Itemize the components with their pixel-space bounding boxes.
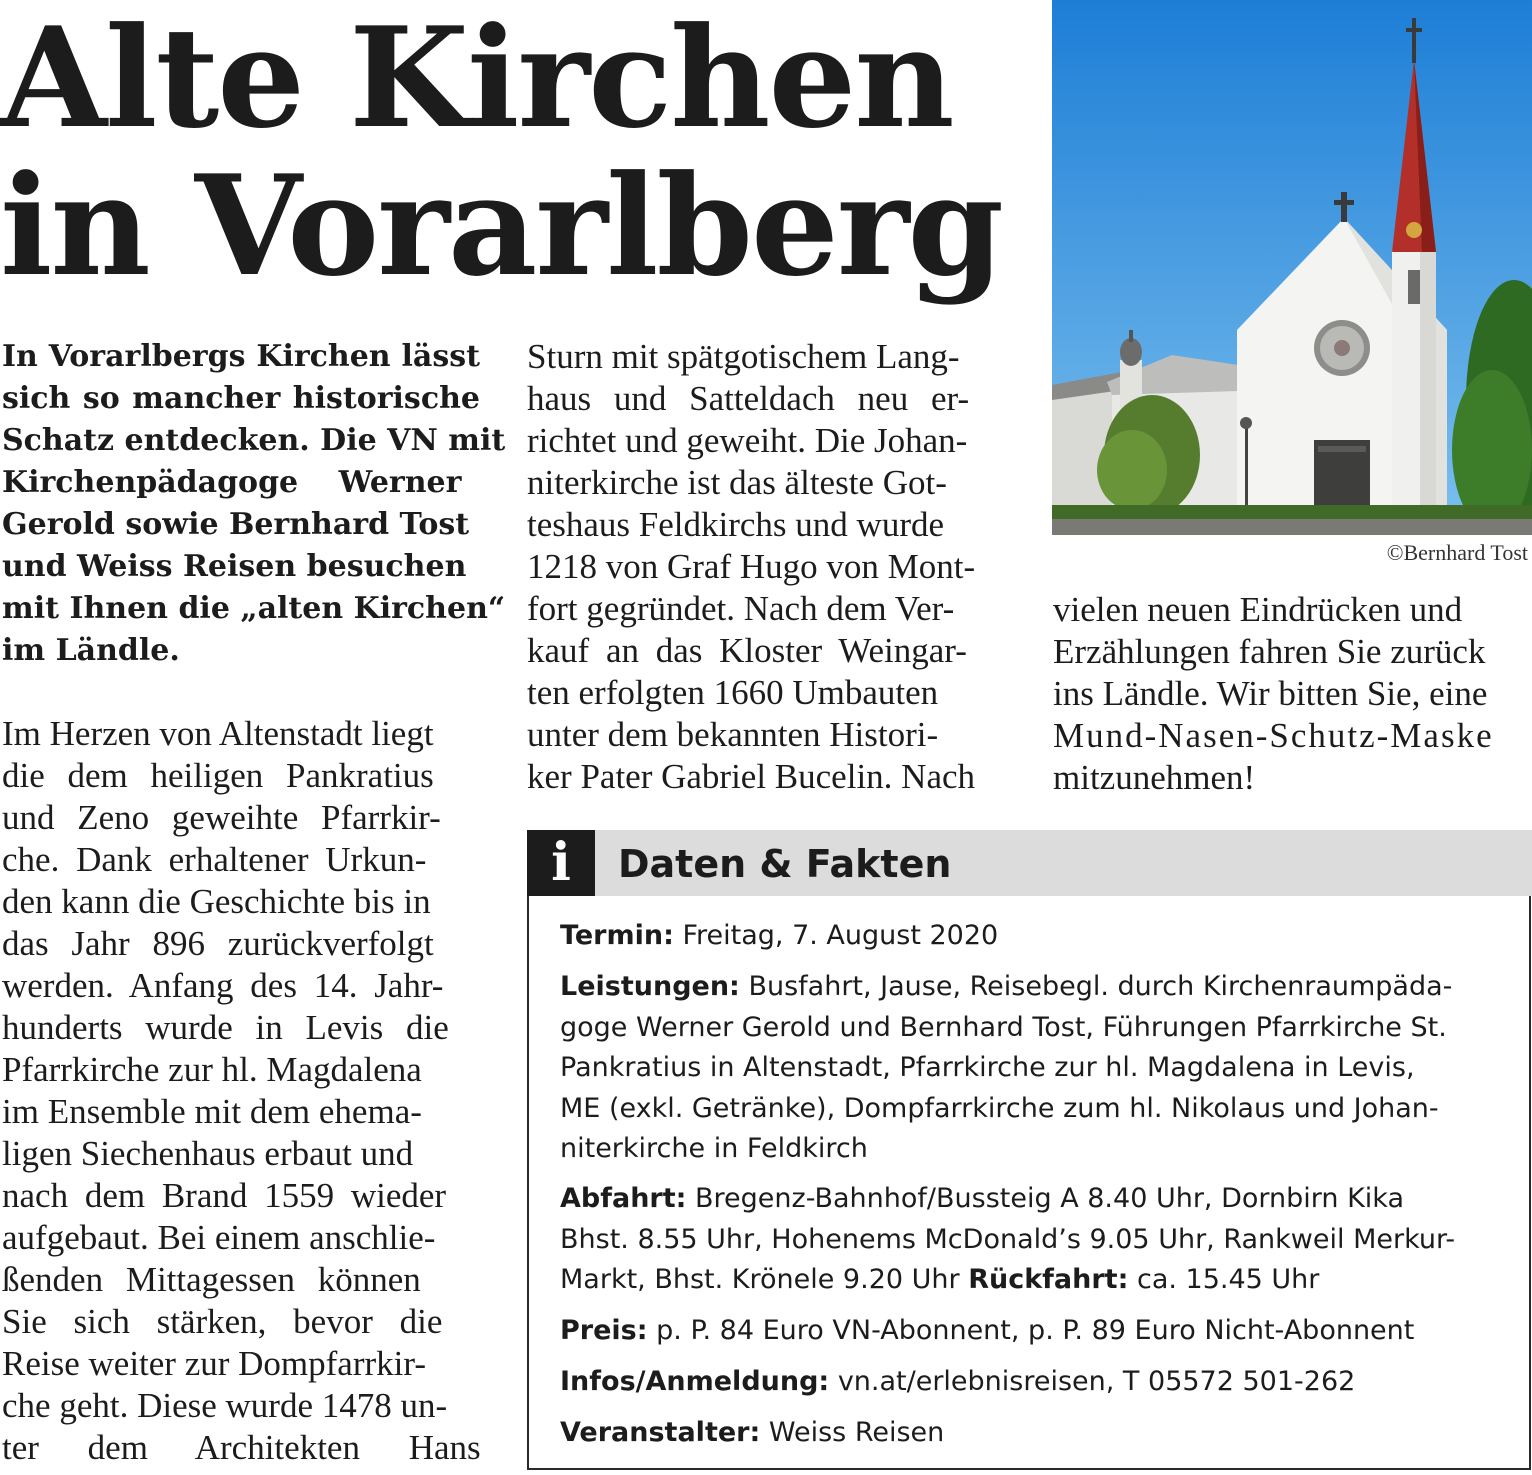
body-line: unter dem bekannten Histori- [527, 715, 939, 754]
body-line: Mund-Nasen-Schutz-Maske [1053, 716, 1494, 755]
church-photo [1052, 0, 1532, 535]
lead-line: Kirchenpädagoge Werner [2, 465, 462, 500]
body-line: haus und Satteldach neu er- [527, 379, 970, 418]
lead-line: und Weiss Reisen besuchen [2, 549, 467, 584]
body-line: che. Dank erhaltener Urkun- [2, 840, 427, 879]
body-line: und Zeno geweihte Pfarrkir- [2, 798, 441, 837]
church-illustration [1052, 0, 1532, 535]
headline [0, 0, 1002, 307]
body-line: aufgebaut. Bei einem anschlie- [2, 1218, 436, 1257]
fact-value: Markt, Bhst. Krönele 9.20 Uhr [560, 1264, 960, 1295]
body-line: ins Ländle. Wir bitten Sie, eine [1053, 674, 1488, 713]
lead-line: Schatz entdecken. Die VN mit [2, 423, 506, 458]
fact-value: Weiss Reisen [768, 1417, 945, 1448]
body-line: che geht. Diese wurde 1478 un- [2, 1386, 448, 1425]
body-line: ten erfolgten 1660 Umbauten [527, 673, 939, 712]
fact-value: Busfahrt, Jause, Reisebegl. durch Kirchenraumpäda- [748, 971, 1453, 1002]
info-icon: i [527, 830, 595, 896]
body-line: ter dem Architekten Hans [2, 1428, 481, 1467]
body-line: Erzählungen fahren Sie zurück [1053, 632, 1486, 671]
fact-value: p. P. 84 Euro VN-Abonnent, p. P. 89 Euro Nicht-Abonnent [656, 1315, 1415, 1346]
body-line: das Jahr 896 zurückverfolgt [2, 924, 434, 963]
info-box-title: Daten & Fakten [618, 842, 952, 886]
headline-line-2: in Vorarlberg [0, 144, 1002, 307]
body-line: Pfarrkirche zur hl. Magdalena [2, 1050, 422, 1089]
lead-paragraph [2, 336, 506, 672]
fact-leistungen [560, 967, 1520, 1170]
body-line: 1218 von Graf Hugo von Mont- [527, 547, 976, 586]
fact-value: Bregenz-Bahnhof/Bussteig A 8.40 Uhr, Dornbirn Kika [695, 1183, 1405, 1214]
fact-value: ca. 15.45 Uhr [1136, 1264, 1320, 1295]
body-line: niterkirche ist das älteste Got- [527, 463, 947, 502]
fact-value: Bhst. 8.55 Uhr, Hohenems McDonald’s 9.05 Uhr, Rankweil Merkur- [560, 1223, 1456, 1255]
body-line: Im Herzen von Altenstadt liegt [2, 714, 434, 753]
body-line: den kann die Geschichte bis in [2, 882, 431, 921]
body-line: vielen neuen Eindrücken und [1053, 590, 1463, 629]
body-line: Sie sich stärken, bevor die [2, 1302, 443, 1341]
body-line: Sturn mit spätgotischem Lang- [527, 337, 960, 376]
fact-label: Preis: [560, 1315, 648, 1346]
fact-value: ME (exkl. Getränke), Dompfarrkirche zum hl. Nikolaus und Johan- [560, 1092, 1439, 1124]
fact-value: vn.at/erlebnisreisen, T 05572 501-262 [837, 1366, 1356, 1397]
fact-termin [560, 916, 1520, 957]
fact-abfahrt [560, 1179, 1520, 1301]
lead-line: im Ländle. [2, 633, 180, 668]
photo-credit: ©Bernhard Tost [1386, 540, 1528, 565]
body-line: werden. Anfang des 14. Jahr- [2, 966, 444, 1005]
fact-value: goge Werner Gerold und Bernhard Tost, Führungen Pfarrkirche St. [560, 1011, 1447, 1043]
lead-line: In Vorarlbergs Kirchen lässt [2, 339, 480, 374]
lead-line: mit Ihnen die „alten Kirchen“ [2, 591, 506, 626]
body-line: mitzunehmen! [1053, 758, 1256, 797]
fact-label: Infos/Anmeldung: [560, 1366, 830, 1397]
fact-label: Abfahrt: [560, 1183, 687, 1214]
fact-value: Pankratius in Altenstadt, Pfarrkirche zur hl. Magdalena in Levis, [560, 1052, 1415, 1083]
body-line: ker Pater Gabriel Bucelin. Nach [527, 757, 976, 796]
lead-line: Gerold sowie Bernhard Tost [2, 507, 470, 542]
body-line: nach dem Brand 1559 wieder [2, 1176, 447, 1215]
body-line: richtet und geweiht. Die Johan- [527, 421, 968, 460]
body-line: ligen Siechenhaus erbaut und [2, 1134, 414, 1173]
fact-value: niterkirche in Feldkirch [560, 1133, 868, 1164]
body-line: kauf an das Kloster Weingar- [527, 631, 967, 670]
fact-label: Leistungen: [560, 971, 740, 1002]
body-line: im Ensemble mit dem ehema- [2, 1092, 422, 1131]
body-line: teshaus Feldkirchs und wurde [527, 505, 945, 544]
fact-veranstalter [560, 1413, 1520, 1454]
article-column-3 [1053, 589, 1532, 799]
body-line: Reise weiter zur Dompfarrkir- [2, 1344, 426, 1383]
fact-infos [560, 1362, 1520, 1403]
body-line: fort gegründet. Nach dem Ver- [527, 589, 955, 628]
fact-value: Freitag, 7. August 2020 [682, 920, 999, 951]
headline-line-1: Alte Kirchen [0, 0, 953, 159]
fact-label: Rückfahrt: [968, 1264, 1129, 1295]
body-line: hunderts wurde in Levis die [2, 1008, 449, 1047]
fact-label: Termin: [560, 920, 674, 951]
article-column-2 [527, 336, 1007, 798]
fact-label: Veranstalter: [560, 1417, 761, 1448]
fact-preis [560, 1311, 1520, 1352]
body-line: ßenden Mittagessen können [2, 1260, 421, 1299]
lead-line: sich so mancher historische [2, 381, 480, 416]
body-line: die dem heiligen Pankratius [2, 756, 434, 795]
article-column-1 [2, 713, 482, 1469]
